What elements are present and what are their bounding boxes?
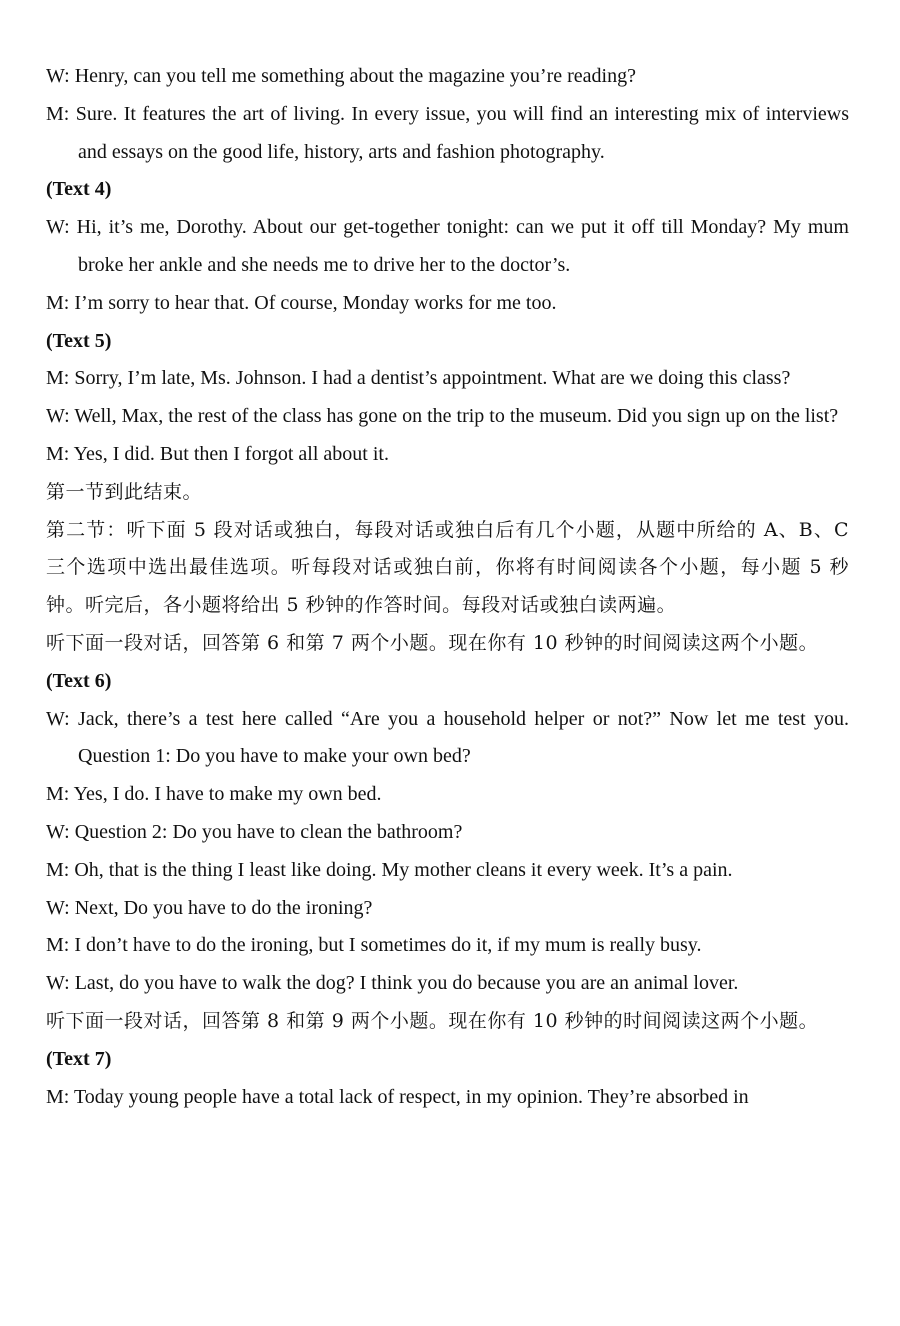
instruction-paragraph: 听下面一段对话，回答第 6 和第 7 两个小题。现在你有 10 秒钟的时间阅读这两个小题。 (46, 631, 819, 654)
section-heading-text-5: (Text 5) (46, 329, 112, 352)
instruction-paragraph: 第二节：听下面 5 段对话或独白，每段对话或独白后有几个小题，从题中所给的 A、B、C 三个选项中选出最佳选项。听每段对话或独白前，你将有时间阅读各个小题，每小题 5 秒钟。听完后，各小题将给出 5 秒钟的作答时间。每段对话或独白读两遍。 (46, 518, 849, 617)
section-heading-text-7: (Text 7) (46, 1047, 112, 1070)
dialogue-line: M: Yes, I do. I have to make my own bed. (46, 783, 382, 806)
dialogue-line: W: Henry, can you tell me something about the magazine you’re reading? (46, 65, 636, 87)
section-heading-text-6: (Text 6) (46, 669, 112, 692)
instruction-paragraph: 听下面一段对话，回答第 8 和第 9 两个小题。现在你有 10 秒钟的时间阅读这两个小题。 (46, 1009, 819, 1032)
dialogue-line: W: Last, do you have to walk the dog? I think you do because you are an animal lover. (46, 972, 739, 995)
section-heading-text-4: (Text 4) (46, 178, 112, 201)
dialogue-line: W: Well, Max, the rest of the class has gone on the trip to the museum. Did you sign up on the list? (46, 405, 839, 428)
dialogue-line: W: Next, Do you have to do the ironing? (46, 896, 373, 919)
dialogue-line: M: Sure. It features the art of living. In every issue, you will find an interesting mix of interviews and essays on the good life, history, arts and fashion photography. (46, 102, 849, 163)
dialogue-line: M: Sorry, I’m late, Ms. Johnson. I had a dentist’s appointment. What are we doing this class? (46, 367, 791, 390)
instruction-paragraph: 第一节到此结束。 (46, 480, 203, 503)
dialogue-line: M: I’m sorry to hear that. Of course, Monday works for me too. (46, 291, 557, 314)
dialogue-line: M: Today young people have a total lack of respect, in my opinion. They’re absorbed in (46, 1085, 749, 1108)
dialogue-line: W: Hi, it’s me, Dorothy. About our get-together tonight: can we put it off till Monday? My mum broke her ankle and she needs me to drive her to the doctor’s. (46, 216, 849, 276)
dialogue-line: M: I don’t have to do the ironing, but I sometimes do it, if my mum is really busy. (46, 934, 702, 957)
dialogue-line: M: Yes, I did. But then I forgot all about it. (46, 442, 389, 465)
dialogue-line: M: Oh, that is the thing I least like doing. My mother cleans it every week. It’s a pain. (46, 858, 733, 881)
dialogue-line: W: Jack, there’s a test here called “Are you a household helper or not?” Now let me test you. Question 1: Do you have to make your own bed? (46, 707, 849, 768)
dialogue-line: W: Question 2: Do you have to clean the bathroom? (46, 820, 463, 843)
